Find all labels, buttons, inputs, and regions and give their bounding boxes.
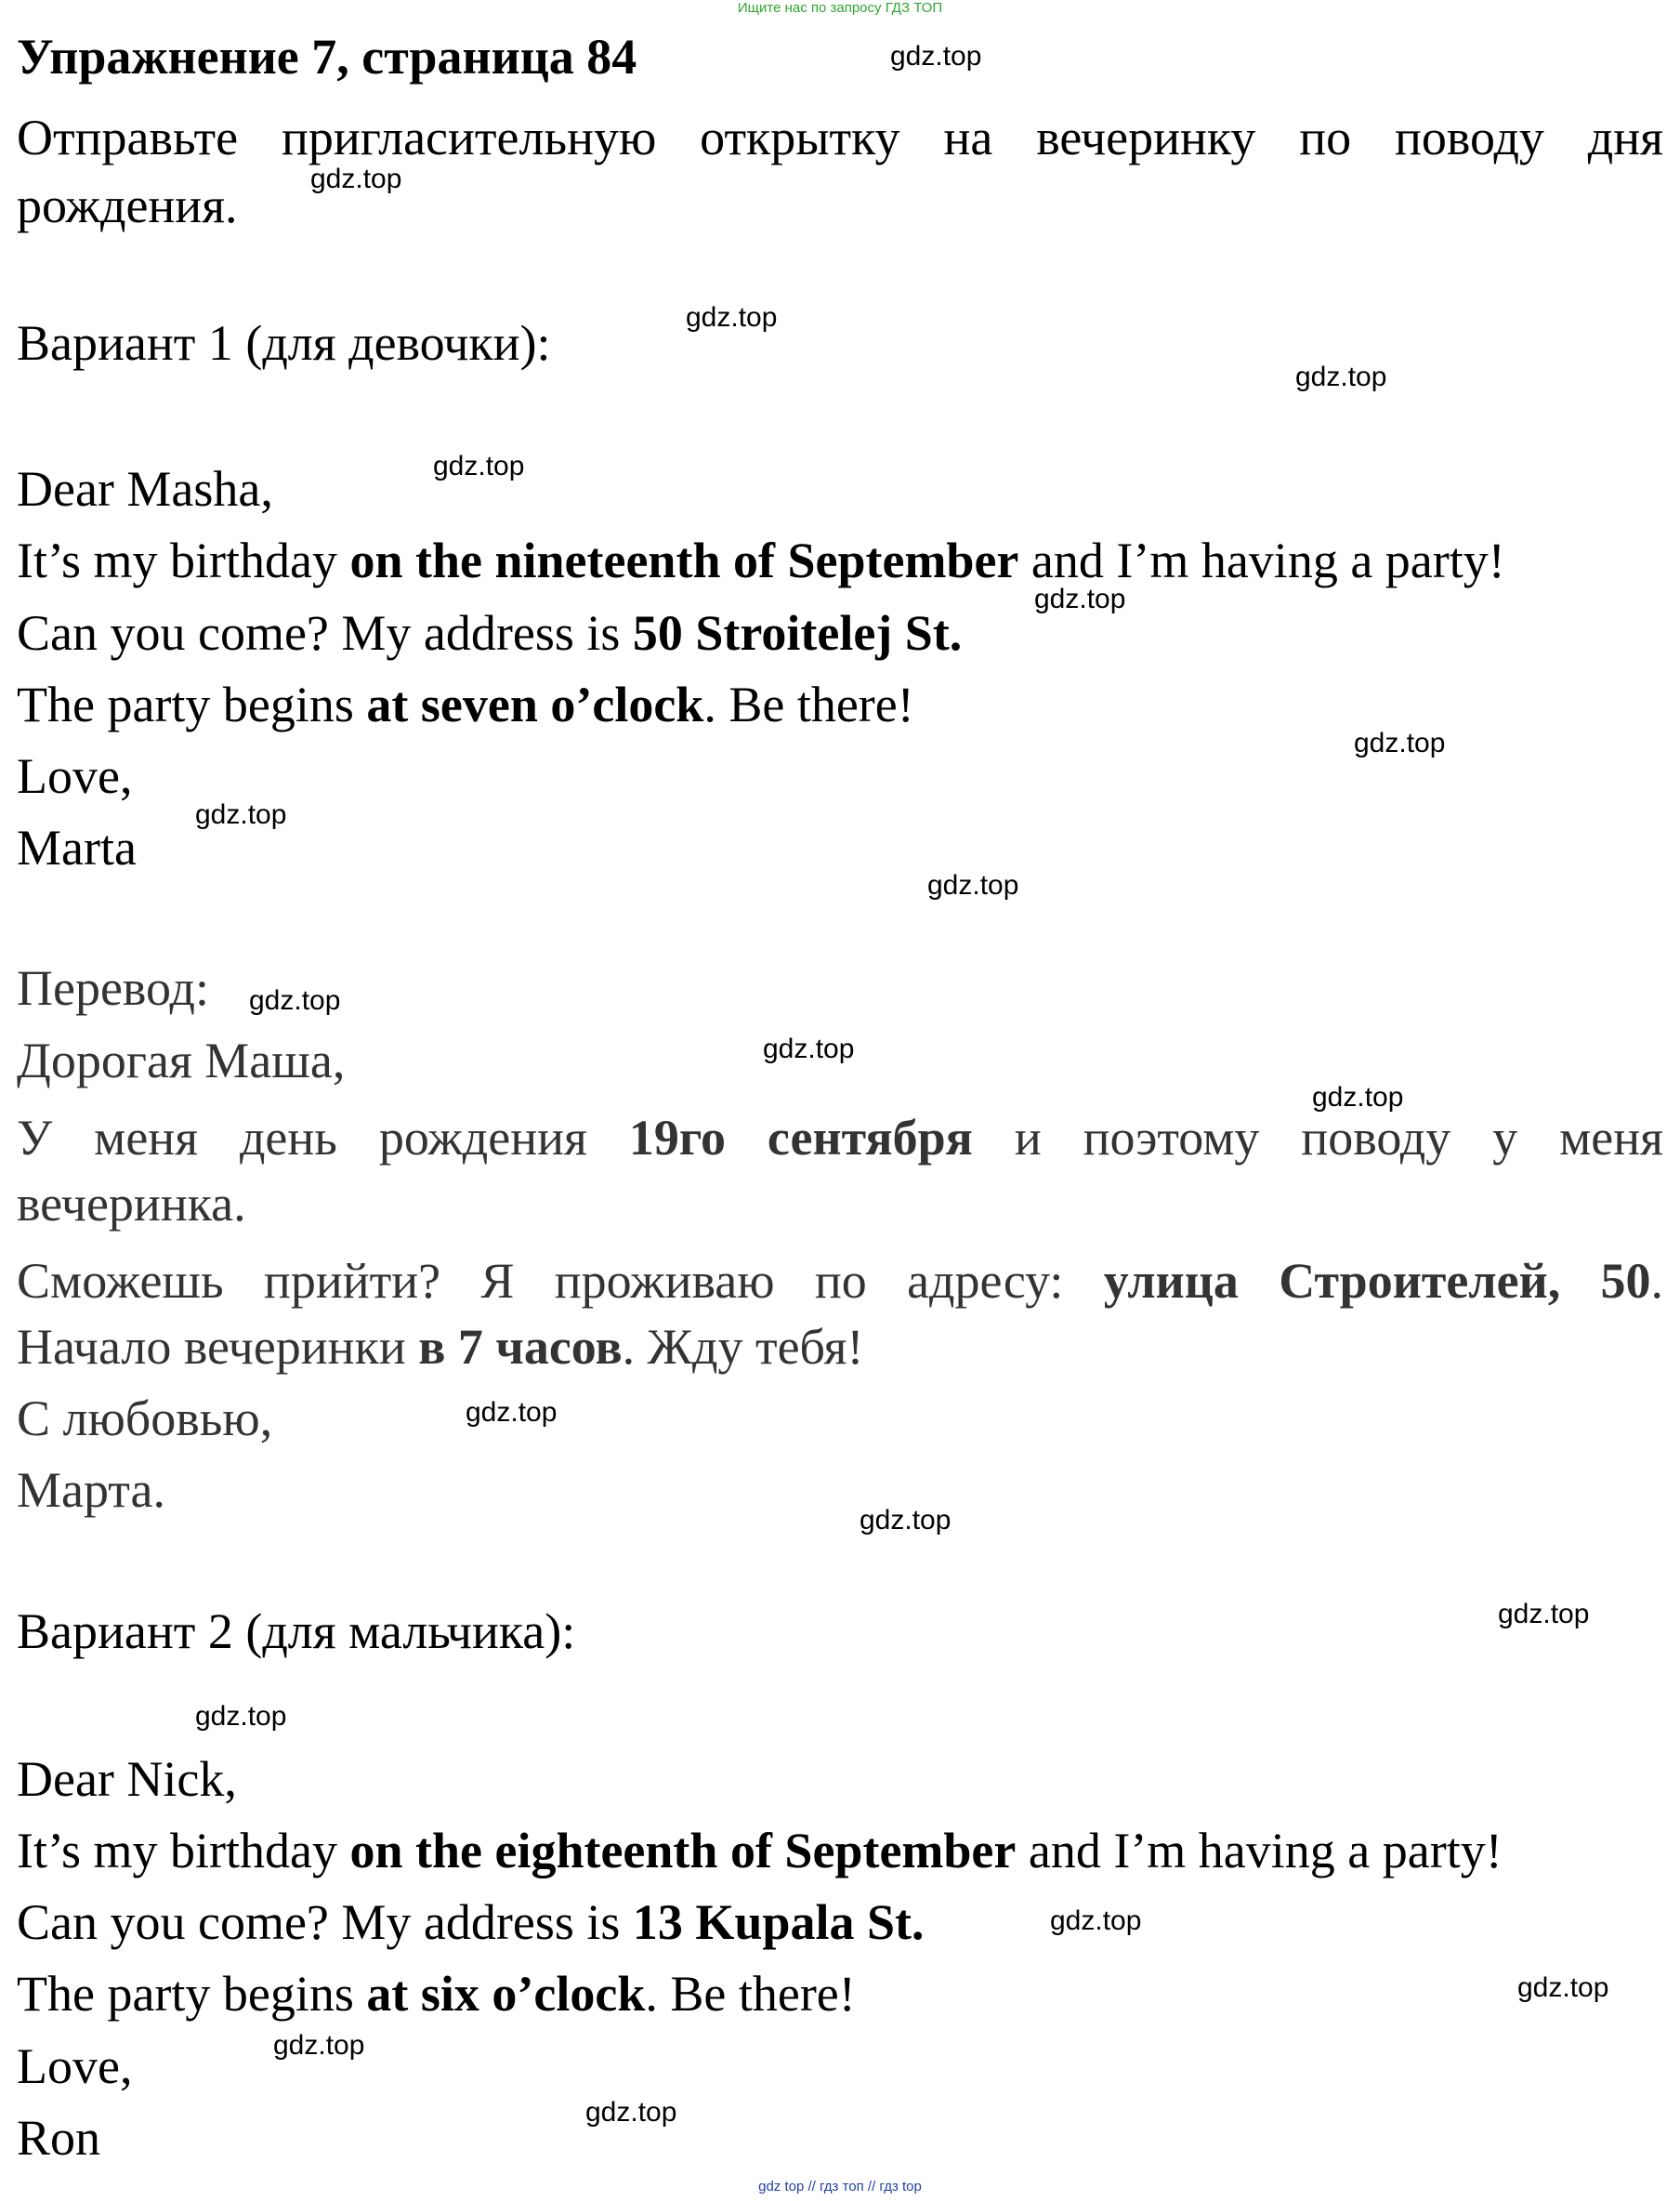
watermark: gdz.top (686, 302, 778, 333)
translation-greeting: Дорогая Маша, (17, 1033, 346, 1088)
variant2-greeting: Dear Nick, (17, 1751, 237, 1807)
watermark: gdz.top (273, 2030, 365, 2061)
watermark: gdz.top (1498, 1599, 1590, 1629)
variant2-closing: Love, (17, 2038, 133, 2094)
variant1-line1: It’s my birthday on the nineteenth of September and I’m having a party! (17, 533, 1505, 588)
watermark: gdz.top (763, 1034, 855, 1064)
variant1-line2: Can you come? My address is 50 Stroitelej St. (17, 605, 963, 661)
variant2-line3: The party begins at six o’clock. Be there! (17, 1966, 856, 2022)
translation-heading: Перевод: (17, 960, 209, 1016)
task-line-1: Отправьте пригласительную открытку на вечеринку по поводу дня (17, 110, 1663, 165)
watermark: gdz.top (1034, 584, 1126, 614)
watermark: gdz.top (1354, 728, 1446, 758)
page-title: Упражнение 7, страница 84 (17, 29, 637, 85)
watermark: gdz.top (585, 2097, 677, 2128)
variant1-closing: Love, (17, 748, 133, 804)
watermark: gdz.top (195, 799, 287, 830)
translation-line3: Начало вечеринки в 7 часов. Жду тебя! (17, 1319, 864, 1375)
variant2-line1: It’s my birthday on the eighteenth of September and I’m having a party! (17, 1823, 1503, 1878)
variant1-line3: The party begins at seven o’clock. Be there! (17, 677, 914, 732)
watermark: gdz.top (860, 1505, 952, 1535)
watermark: gdz.top (1517, 1972, 1609, 2003)
top-search-note: Ищите нас по запросу ГДЗ ТОП (737, 0, 943, 16)
watermark: gdz.top (1050, 1905, 1142, 1936)
translation-closing: С любовью, (17, 1390, 273, 1446)
translation-signature: Марта. (17, 1462, 165, 1518)
task-line-2: рождения. (17, 178, 238, 233)
watermark: gdz.top (249, 985, 341, 1016)
translation-line1: У меня день рождения 19го сентября и поэтому поводу у меня (17, 1110, 1663, 1166)
watermark: gdz.top (310, 164, 402, 194)
bottom-footer-note: gdz top // гдз топ // гдз top (758, 2179, 922, 2194)
variant2-line2: Can you come? My address is 13 Kupala St. (17, 1894, 925, 1950)
variant2-heading: Вариант 2 (для мальчика): (17, 1603, 576, 1659)
variant1-heading: Вариант 1 (для девочки): (17, 315, 551, 371)
watermark: gdz.top (890, 41, 982, 72)
watermark: gdz.top (1312, 1082, 1404, 1113)
watermark: gdz.top (927, 870, 1019, 901)
watermark: gdz.top (1295, 362, 1387, 392)
variant1-signature: Marta (17, 820, 137, 876)
translation-line2: Сможешь прийти? Я проживаю по адресу: улица Строителей, 50. (17, 1253, 1663, 1309)
watermark: gdz.top (466, 1397, 558, 1428)
watermark: gdz.top (433, 451, 525, 481)
variant2-signature: Ron (17, 2110, 101, 2166)
watermark: gdz.top (195, 1701, 287, 1732)
variant1-greeting: Dear Masha, (17, 461, 273, 517)
translation-line1-cont: вечеринка. (17, 1176, 246, 1232)
